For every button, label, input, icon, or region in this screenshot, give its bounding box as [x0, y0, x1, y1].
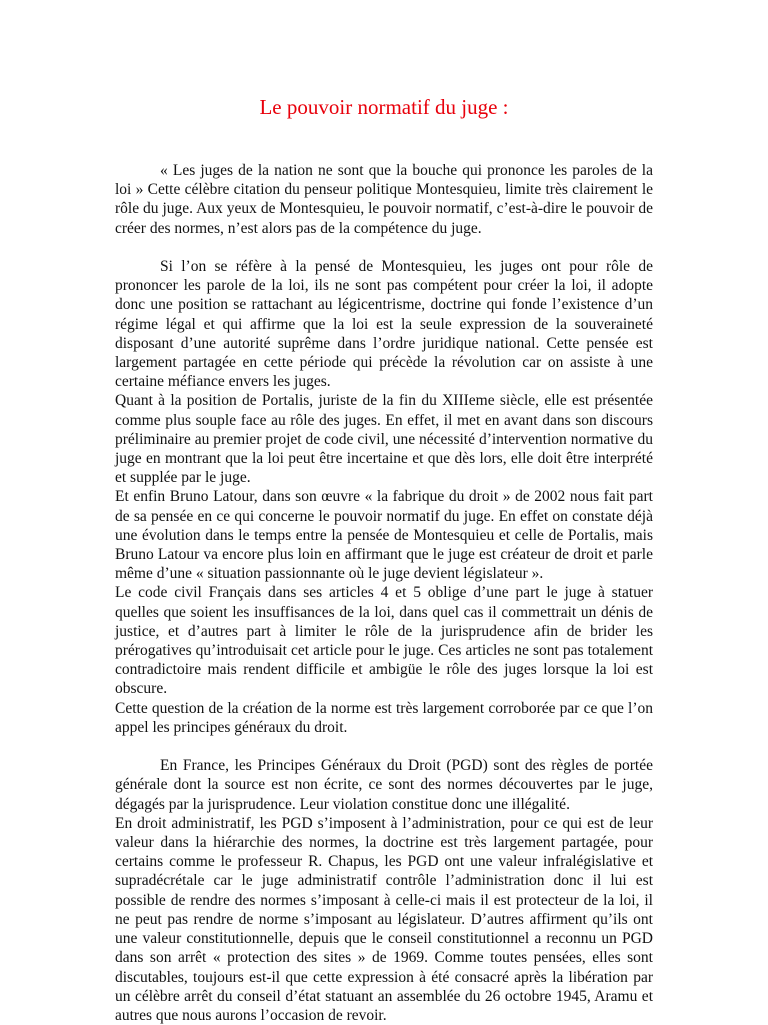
paragraph-droit-administratif: En droit administratif, les PGD s’imposent à l’administration, pour ce qui est de leur valeur dans la hiérarchie des normes, la doctrine est très largement partagée, pour certains comme le professeur R. Chapus, les PGD ont une valeur infralégislative et supradécrétale car le juge administratif contrôle l’administration donc il lui est possible de rendre des normes s’imposant à celle-ci mais il est protecteur de la loi, il ne peut pas rendre de norme s’imposant au législateur. D’autres affirment qu’ils ont une valeur constitutionnelle, depuis que le conseil constitutionnel a reconnu un PGD dans son arrêt « protection des sites » de 1969. Comme toutes pensées, elles sont discutables, toujours est-il que cette expression à été consacré après la libération par un célèbre arrêt du conseil d’état statuant an assemblée du 26 octobre 1945, Aramu et autres que nous aurons l’occasion de revoir. — [115, 814, 653, 1024]
paragraph-latour: Et enfin Bruno Latour, dans son œuvre « la fabrique du droit » de 2002 nous fait part de sa pensée en ce qui concerne le pouvoir normatif du juge. En effet on constate déjà une évolution dans le temps entre la pensée de Montesquieu et celle de Portalis, mais Bruno Latour va encore plus loin en affirmant que le juge est créateur de droit et parle même d’une « situation passionnante où le juge devient législateur ». — [115, 488, 653, 583]
paragraph-montesquieu-quote: « Les juges de la nation ne sont que la bouche qui prononce les paroles de la loi » Cette célèbre citation du penseur politique Montesquieu, limite très clairement le rôle du juge. Aux yeux de Montesquieu, le pouvoir normatif, c’est-à-dire le pouvoir de créer des normes, n’est alors pas de la compétence du juge. — [115, 162, 653, 237]
page-title: Le pouvoir normatif du juge : — [259, 95, 509, 119]
document-body — [115, 161, 653, 1025]
paragraph-code-civil: Le code civil Français dans ses articles 4 et 5 oblige d’une part le juge à statuer quelles que soient les insuffisances de la loi, dans quel cas il commettrait un dénis de justice, et d’autres part à limiter le rôle de la jurisprudence afin de brider les prérogatives qu’introduisait cet article pour le juge. Ces articles ne sont pas totalement contradictoire mais rendent difficile et ambigüe le rôle des juges lorsque la loi est obscure. — [115, 584, 653, 698]
paragraph-pgd-definition: En France, les Principes Généraux du Droit (PGD) sont des règles de portée générale dont la source est non écrite, ce sont des normes découvertes par le juge, dégagés par la jurisprudence. Leur violation constitue donc une illégalité. — [115, 757, 653, 813]
paragraph-portalis: Quant à la position de Portalis, juriste de la fin du XIIIeme siècle, elle est présentée comme plus souple face au rôle des juges. En effet, il met en avant dans son discours préliminaire au premier projet de code civil, une nécessité d’intervention normative du juge en montrant que la loi peut être incertaine et que dès lors, elle doit être interprété et supplée par le juge. — [115, 392, 653, 487]
paragraph-pgd-transition: Cette question de la création de la norme est très largement corroborée par ce que l’on appel les principes généraux du droit. — [115, 699, 653, 736]
paragraph-legicentrisme: Si l’on se réfère à la pensé de Montesquieu, les juges ont pour rôle de prononcer les parole de la loi, ils ne sont pas compétent pour créer la loi, il adopte donc une position se rattachant au légicentrisme, doctrine qui fonde l’existence d’un régime légal et qui affirme que la loi est la seule expression de la souveraineté disposant d’une autorité suprême dans l’ordre juridique national. Cette pensée est largement partagée en cette période qui précède la révolution car on assiste à une certaine méfiance envers les juges. — [115, 258, 653, 391]
